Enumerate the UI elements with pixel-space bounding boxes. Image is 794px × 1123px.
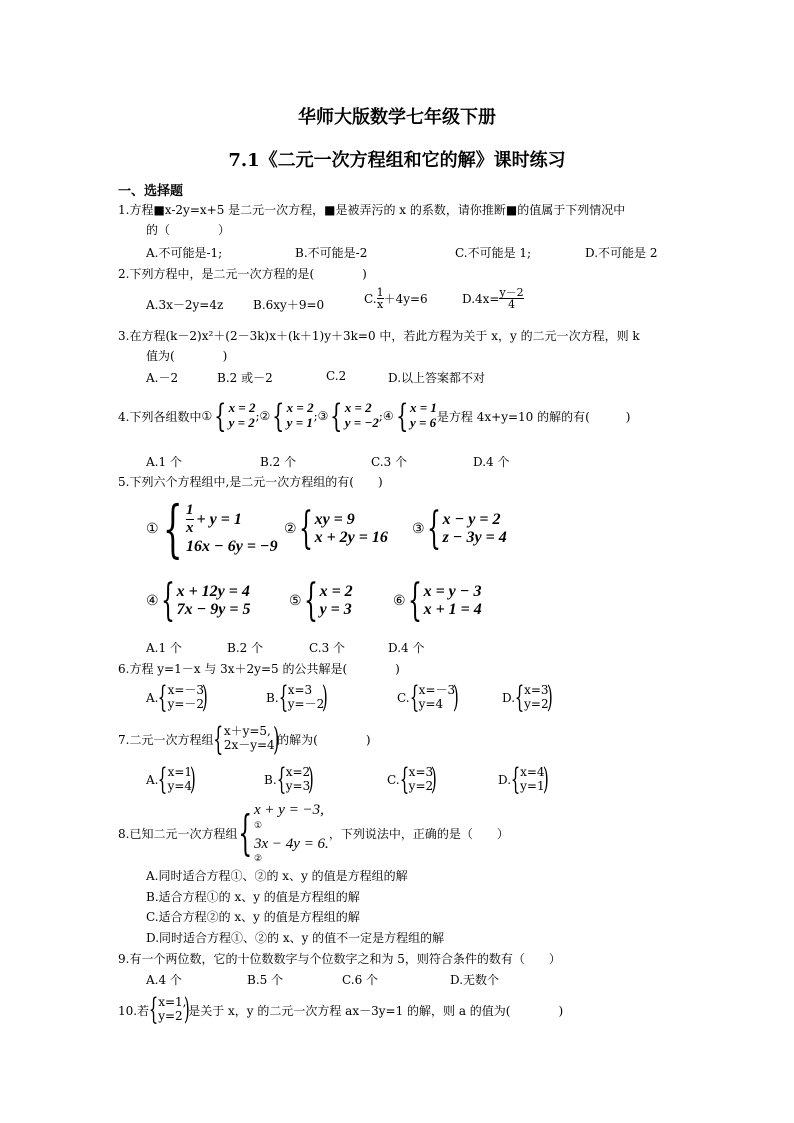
brace-icon: { [160, 575, 175, 626]
q10-stem: 10.若 { x=1, y=2 ) 是关于 x，y 的二元一次方程 ax－3y=1 的解，则 a 的值为( ) [118, 992, 564, 1027]
paren-icon: ) [308, 762, 314, 797]
section-heading: 一、选择题 [118, 184, 184, 199]
q3-option-a: A.－2 [146, 371, 179, 385]
brace-icon: { [514, 680, 525, 715]
q6-option-b: B. { x=3 y=－2 ) [266, 680, 329, 715]
q5-system-4: ④ { x + 12y = 4 7x − 9y = 5 [146, 575, 251, 626]
document-title: 华师大版数学七年级下册 [298, 107, 496, 128]
q2-stem: 2.下列方程中，是二元一次方程的是( ) [118, 267, 367, 281]
q3-option-c: C.2 [326, 369, 347, 383]
q3-stem: 3.在方程(k－2)x²＋(2－3k)x＋(k＋1)y＋3k=0 中，若此方程为关于 x，y 的二元一次方程，则 k [118, 329, 640, 343]
brace-icon: { [162, 492, 183, 565]
brace-icon: { [407, 575, 422, 626]
q5-stem: 5.下列六个方程组中,是二元一次方程组的有( ) [118, 475, 383, 489]
q2-option-b: B.6xy＋9=0 [253, 298, 325, 312]
q5-system-6: ⑥ { x = y − 3 x + 1 = 4 [393, 575, 482, 626]
q9-option-c: C.6 个 [342, 973, 379, 987]
q9-option-d: D.无数个 [450, 973, 500, 987]
brace-icon: { [278, 680, 288, 715]
q8-option-a: A.同时适合方程①、②的 x、y 的值是方程组的解 [146, 869, 408, 883]
q1-option-b: B.不可能是-2 [295, 246, 368, 260]
q9-stem: 9.有一个两位数，它的十位数数字与个位数字之和为 5，则符合条件的数有（ ） [118, 952, 561, 966]
q1-stem: 1.方程■x-2y=x+5 是二元一次方程，■是被弄污的 x 的系数，请你推断■的值属于下列情况中 [118, 203, 626, 217]
q6-option-d: D. { x=3 y=2 ) [502, 680, 553, 715]
brace-icon: { [158, 680, 168, 715]
q5-system-2: ② { xy = 9 x + 2y = 16 [284, 503, 388, 554]
brace-icon: { [303, 575, 318, 626]
brace-icon: { [272, 397, 285, 435]
q8-option-c: C.适合方程②的 x、y 的值是方程组的解 [146, 910, 360, 924]
q3-stem-cont: 值为( ) [146, 349, 228, 363]
q4-option-b: B.2 个 [260, 455, 297, 469]
brace-icon: { [298, 503, 313, 554]
q8-option-d: D.同时适合方程①、②的 x、y 的值不一定是方程组的解 [146, 931, 445, 945]
q4-stem: 4.下列各组数中 ① { x = 2 y = 2 ;② { x = 2 y = 1 ;③ { x = 2 y = −2 ;④ { x = 1 y = 6 是方程 4x+y=10 的解的有( ) [118, 397, 631, 435]
q9-option-b: B.5 个 [247, 973, 284, 987]
paren-icon: ) [272, 720, 280, 758]
paren-icon: ) [189, 762, 196, 797]
q2-option-c-fraction: $\frac{1}{x}$ [376, 286, 384, 311]
paren-icon: ) [322, 680, 329, 715]
q7-option-c: C. { x=3 y=2 ) [387, 762, 437, 797]
q7-option-d: D. { x=4 y=1 ) [498, 762, 549, 797]
paren-icon: ) [184, 992, 191, 1027]
q1-option-a: A.不可能是-1; [146, 246, 223, 260]
brace-icon: { [214, 397, 227, 435]
lesson-title: 7.1《二元一次方程组和它的解》课时练习 [228, 150, 566, 171]
q2-option-a: A.3x－2y=4z [146, 298, 224, 312]
q2-option-c: C. $\frac{1}{x}$ ＋4y=6 [364, 286, 428, 311]
brace-icon: { [158, 762, 168, 797]
q2-option-d: D.4x= $\frac{y-2}{4}$ [462, 286, 524, 311]
q9-option-a: A.4 个 [146, 973, 182, 987]
q6-stem: 6.方程 y=1－x 与 3x＋2y=5 的公共解是( ) [118, 662, 400, 676]
brace-icon: { [409, 680, 419, 715]
q1-option-d: D.不可能是 2 [585, 246, 658, 260]
q2-option-d-fraction: $\frac{y-2}{4}$ [499, 286, 524, 311]
q4-option-c: C.3 个 [371, 455, 408, 469]
q1-stem-cont: 的（ ） [146, 223, 231, 237]
q6-option-c: C. { x=－3 y=4 ) [397, 680, 459, 715]
q5-system-5: ⑤ { x = 2 y = 3 [289, 575, 353, 626]
brace-icon: { [510, 762, 521, 797]
brace-icon: { [148, 992, 159, 1027]
paren-icon: ) [431, 762, 437, 797]
brace-icon: { [330, 397, 343, 435]
q6-option-a: A. { x=－3 y=－2 ) [146, 680, 208, 715]
q3-option-d: D.以上答案都不对 [388, 371, 486, 385]
brace-icon: { [399, 762, 409, 797]
q1-option-c: C.不可能是 1; [455, 246, 532, 260]
q4-option-d: D.4 个 [473, 455, 510, 469]
brace-icon: { [276, 762, 286, 797]
q8-option-b: B.适合方程①的 x、y 的值是方程组的解 [146, 890, 360, 904]
q7-option-b: B. { x=2 y=3 ) [264, 762, 314, 797]
q5-option-c: C.3 个 [309, 641, 346, 655]
paren-icon: ) [453, 680, 459, 715]
q4-option-a: A.1 个 [146, 455, 182, 469]
q7-stem: 7.二元一次方程组 { x＋y=5, 2x－y=4 ) 的解为( ) [118, 720, 371, 758]
brace-icon: { [213, 720, 224, 758]
brace-icon: { [426, 503, 441, 554]
q5-system-3: ③ { x − y = 2 z − 3y = 4 [412, 503, 507, 554]
q7-option-a: A. { x=1 y=4 ) [146, 762, 196, 797]
brace-icon: { [238, 805, 253, 861]
q5-option-a: A.1 个 [146, 641, 182, 655]
paren-icon: ) [546, 680, 553, 715]
paren-icon: ) [201, 680, 208, 715]
paren-icon: ) [542, 762, 549, 797]
brace-icon: { [395, 397, 408, 435]
q5-option-b: B.2 个 [227, 641, 264, 655]
q8-stem: 8.已知二元一次方程组 { x + y = −3, ① 3x − 4y = 6. ② ，下列说法中，正确的是（ ） [118, 802, 509, 864]
q3-option-b: B.2 或－2 [217, 371, 273, 385]
q5-system-1: ① { $\frac{1}{x}$ + y = 1 16x − 6y = −9 [146, 492, 278, 565]
q5-option-d: D.4 个 [388, 641, 425, 655]
